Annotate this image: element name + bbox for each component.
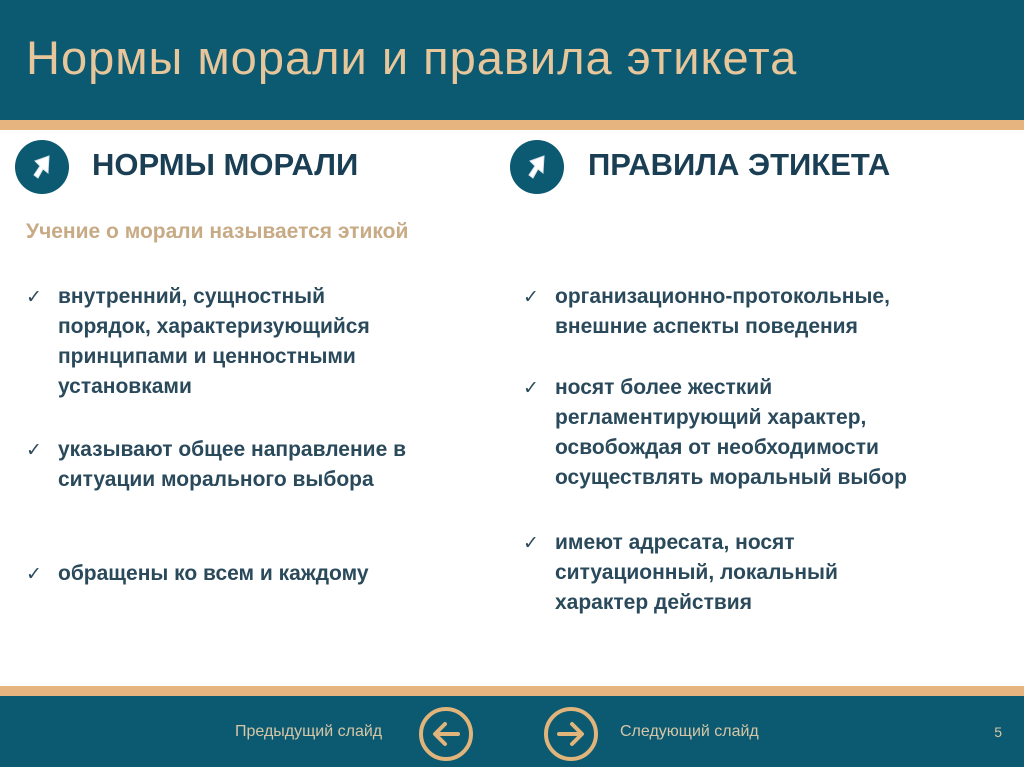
list-item [523, 282, 1013, 342]
checkmark-icon: ✓ [523, 532, 539, 554]
checkmark-icon: ✓ [26, 286, 42, 308]
header-accent-stripe [0, 120, 1024, 130]
column-heading-label: ПРАВИЛА ЭТИКЕТА [588, 147, 891, 182]
checkmark-icon: ✓ [523, 377, 539, 399]
footer-bar [0, 696, 1024, 767]
list-item [26, 559, 496, 589]
cursor-arrow-icon [510, 140, 564, 194]
checkmark-icon: ✓ [26, 439, 42, 461]
list-item-text: внутренний, сущностный порядок, характеризующийся принципами и ценностными установками [58, 285, 370, 398]
column-heading-morals [0, 140, 500, 195]
checkmark-icon: ✓ [523, 286, 539, 308]
arrow-left-circle-icon[interactable] [418, 706, 474, 762]
list-item [26, 435, 496, 495]
cursor-arrow-icon [15, 140, 69, 194]
checkmark-icon: ✓ [26, 563, 42, 585]
page-number: 5 [994, 724, 1002, 740]
column-heading-etiquette [500, 140, 1024, 195]
list-item-text: носят более жесткий регламентирующий характер, освобождая от необходимости осуществлять моральный выбор [555, 376, 907, 489]
list-item-text: указывают общее направление в ситуации морального выбора [58, 438, 406, 491]
slide-title: Нормы морали и правила этикета [26, 31, 798, 84]
subtitle: Учение о морали называется этикой [26, 220, 409, 243]
arrow-right-circle-icon[interactable] [543, 706, 599, 762]
next-slide-link[interactable]: Следующий слайд [620, 723, 759, 740]
list-item [26, 282, 496, 402]
list-item [523, 528, 1013, 618]
footer-accent-stripe [0, 686, 1024, 696]
previous-slide-link[interactable]: Предыдущий слайд [235, 723, 383, 740]
list-item-text: имеют адресата, носят ситуационный, локальный характер действия [555, 531, 838, 614]
list-item-text: обращены ко всем и каждому [58, 562, 369, 585]
list-item-text: организационно-протокольные, внешние аспекты поведения [555, 285, 890, 338]
list-item [523, 373, 1013, 493]
column-heading-label: НОРМЫ МОРАЛИ [92, 147, 359, 182]
